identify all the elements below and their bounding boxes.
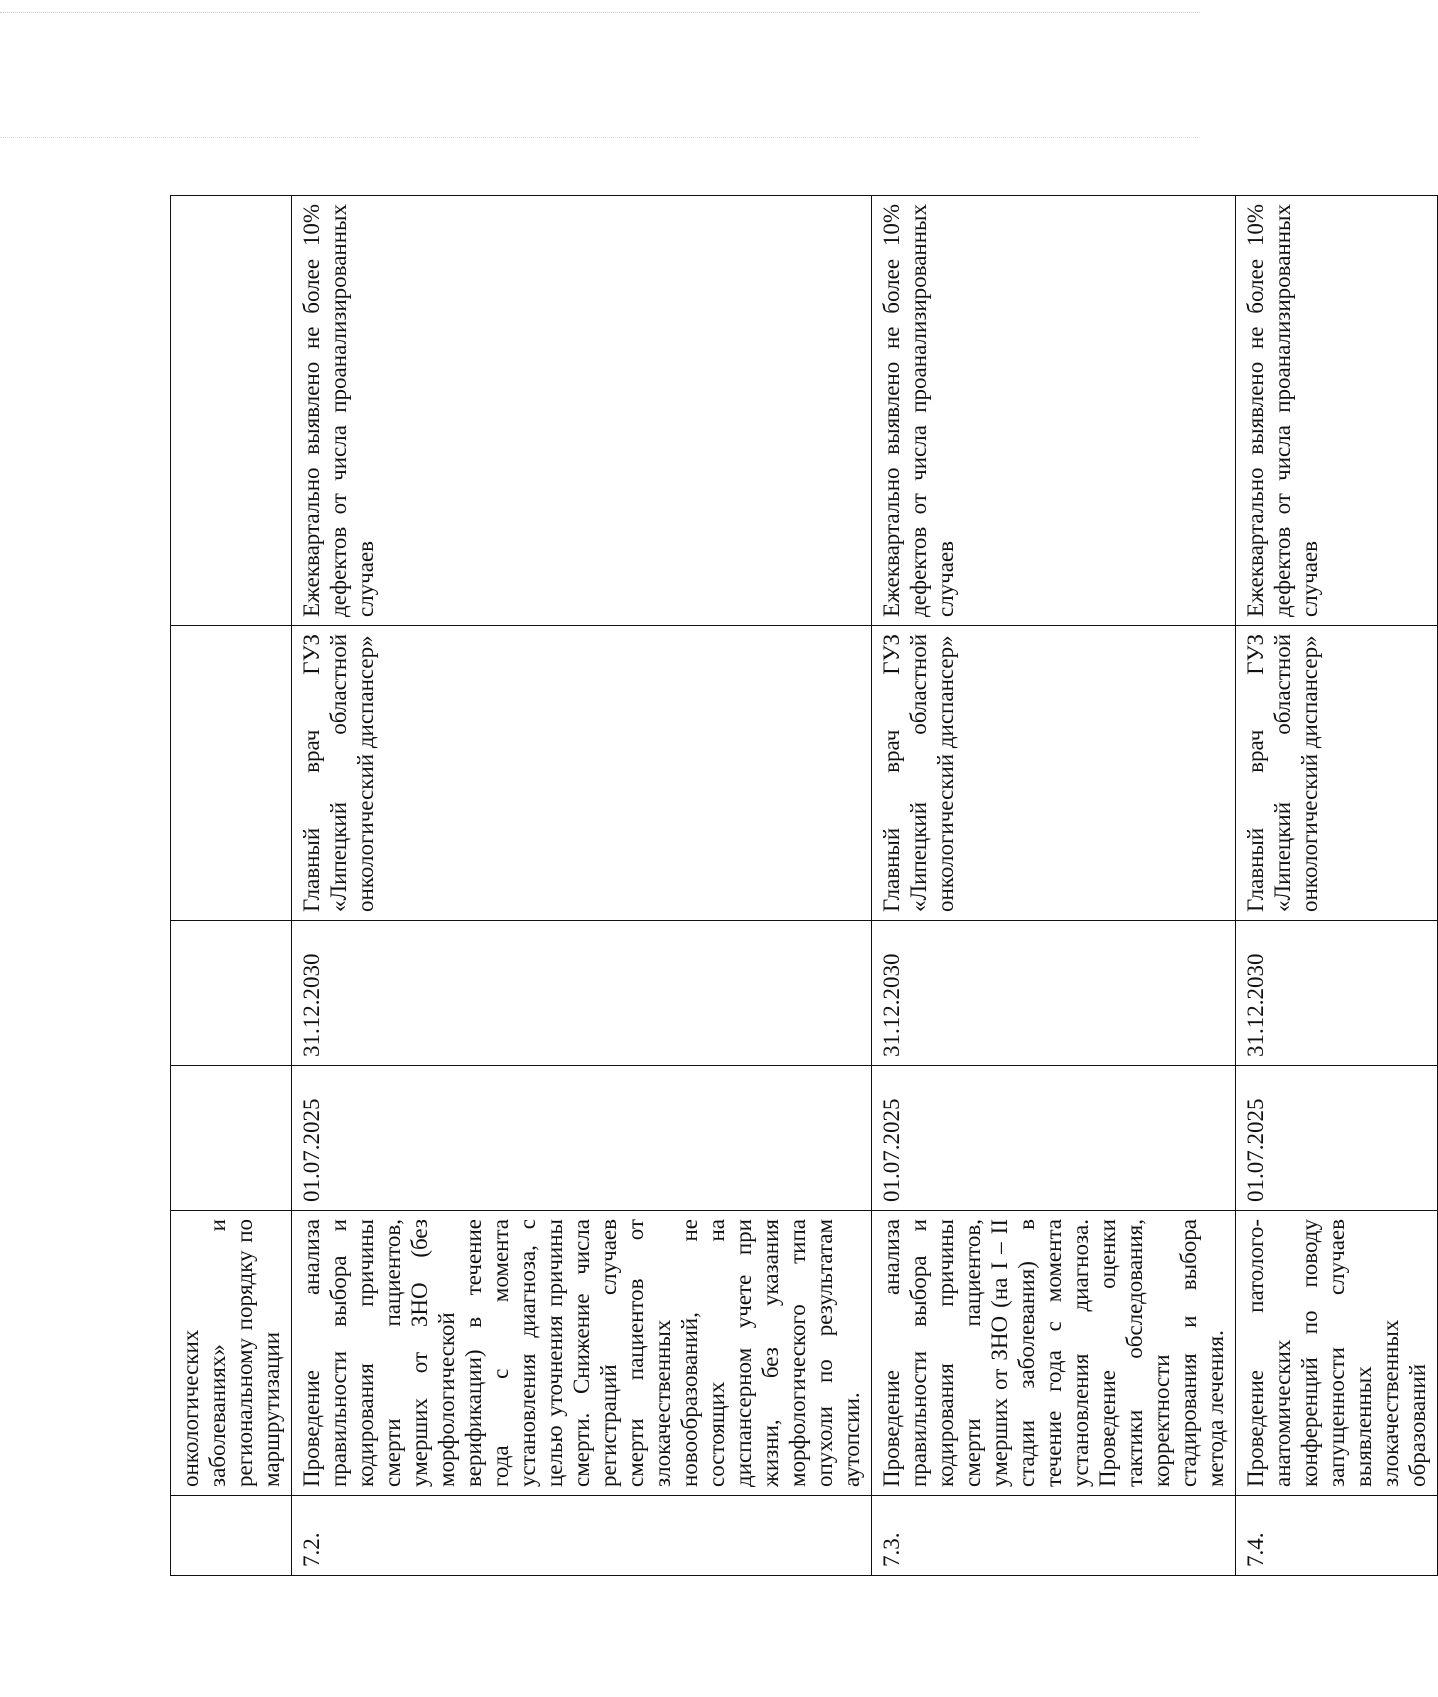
responsible-person: Главный врач ГУЗ «Липецкий областной онкологический диспансер» [872, 626, 1236, 921]
table-row [1236, 196, 1438, 1576]
measure-text: Проведение анализа правильности выбора и кодирования причины смерти пациентов, умерших от ЗНО (без морфологической верификации) в течение года с момента установления диагноза, с целью уточнения причины смерти. Снижение числа регистраций случаев смерти пациентов от злокачественных новообразований, не состоящих на диспансерном учете при жизни, без указания морфологического типа опухоли по результатам аутопсии. [292, 1211, 872, 1496]
expected-result: Ежеквартально выявлено не более 10% дефектов от числа проанализированных случаев [1236, 196, 1438, 626]
end-date [171, 921, 292, 1066]
measures-table [170, 195, 1438, 1576]
row-number: 7.2. [292, 1496, 872, 1576]
expected-result [171, 196, 292, 626]
start-date: 01.07.2025 [1236, 1066, 1438, 1211]
end-date: 31.12.2030 [872, 921, 1236, 1066]
measure-text: онкологических заболеваниях» и региональному порядку по маршрутизации [171, 1211, 292, 1496]
start-date [171, 1066, 292, 1211]
measure-text: Проведение анализа правильности выбора и кодирования причины смерти пациентов, умерших от ЗНО (на I – II стадии заболевания) в течение года с момента установления диагноза. Проведение оценки тактики обследования, корректности стадирования и выбора метода лечения. [872, 1211, 1236, 1496]
rotated-page-content [170, 196, 1430, 1576]
row-number: 7.3. [872, 1496, 1236, 1576]
scan-artifact-line [0, 137, 1200, 138]
end-date: 31.12.2030 [1236, 921, 1438, 1066]
row-number: 7.4. [1236, 1496, 1438, 1576]
table-row [292, 196, 872, 1576]
responsible-person [171, 626, 292, 921]
scan-artifact-line [0, 12, 1200, 13]
expected-result: Ежеквартально выявлено не более 10% дефектов от числа проанализированных случаев [872, 196, 1236, 626]
responsible-person: Главный врач ГУЗ «Липецкий областной онкологический диспансер» [1236, 626, 1438, 921]
expected-result: Ежеквартально выявлено не более 10% дефектов от числа проанализированных случаев [292, 196, 872, 626]
start-date: 01.07.2025 [872, 1066, 1236, 1211]
table-row [171, 196, 292, 1576]
end-date: 31.12.2030 [292, 921, 872, 1066]
row-number [171, 1496, 292, 1576]
measure-text: Проведение патолого-анатомических конференций по поводу запущенности случаев выявленных злокачественных образований [1236, 1211, 1438, 1496]
responsible-person: Главный врач ГУЗ «Липецкий областной онкологический диспансер» [292, 626, 872, 921]
table-row [872, 196, 1236, 1576]
start-date: 01.07.2025 [292, 1066, 872, 1211]
